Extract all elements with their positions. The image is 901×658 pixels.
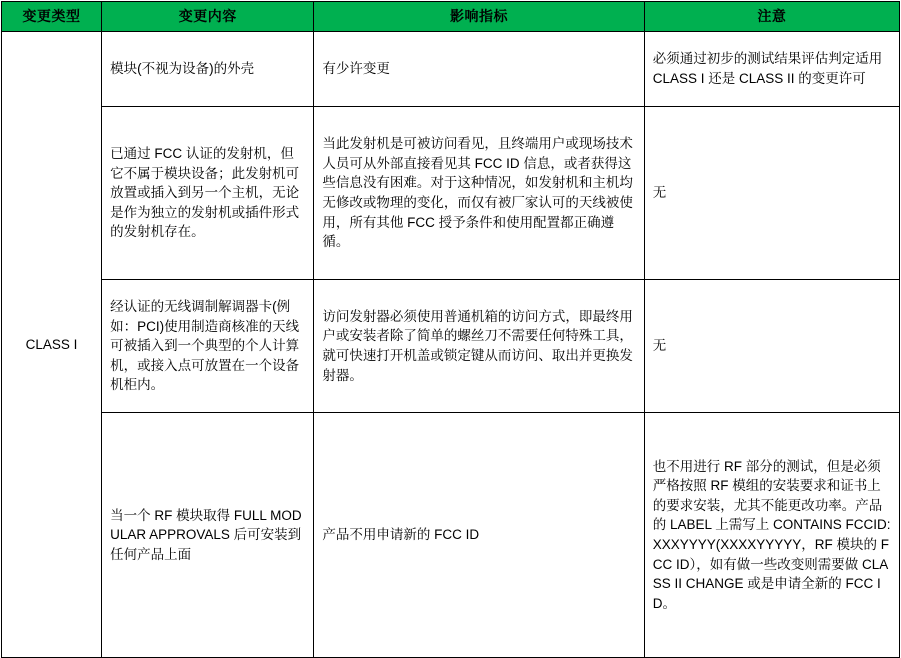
column-header-note: 注意: [644, 2, 899, 32]
column-header-change-content: 变更内容: [102, 2, 314, 32]
table-row: [2, 280, 900, 413]
cell-impact-1: 有少许变更: [314, 32, 644, 107]
cell-impact-2: 当此发射机是可被访问看见，且终端用户或现场技术人员可从外部直接看见其 FCC ID 信息，或者获得这些信息没有困难。对于这种情况，如发射机和主机均无修改或物理的变化，而仅有被厂家认可的天线被使用，所有其他 FCC 授予条件和使用配置都正确遵循。: [314, 107, 644, 280]
column-header-impact: 影响指标: [314, 2, 644, 32]
cell-impact-3: 访问发射器必须使用普通机箱的访问方式，即最终用户或安装者除了简单的螺丝刀不需要任何特殊工具，就可快速打开机盖或锁定键从而访问、取出并更换发射器。: [314, 280, 644, 413]
cell-note-2: 无: [644, 107, 899, 280]
cell-change-type-class-i: CLASS I: [2, 32, 102, 658]
table-sheet: [0, 1, 901, 614]
cell-impact-4: 产品不用申请新的 FCC ID: [314, 413, 644, 658]
cell-change-content-1: 模块(不视为设备)的外壳: [102, 32, 314, 107]
cell-note-4: 也不用进行 RF 部分的测试，但是必须严格按照 RF 模组的安装要求和证书上的要求安装，尤其不能更改功率。产品的 LABEL 上需写上 CONTAINS FCCID:XXXYYYY(XXXXYYYYY，RF 模块的 FCC ID），如有做一些改变则需要做 CLASS II CHANGE 或是申请全新的 FCC ID。: [644, 413, 899, 658]
table-row: [2, 413, 900, 658]
cell-change-content-2: 已通过 FCC 认证的发射机，但它不属于模块设备；此发射机可放置或插入到另一个主机，无论是作为独立的发射机或插件形式的发射机存在。: [102, 107, 314, 280]
cell-note-3: 无: [644, 280, 899, 413]
column-header-change-type: 变更类型: [2, 2, 102, 32]
cell-change-content-4: 当一个 RF 模块取得 FULL MODULAR APPROVALS 后可安装到任何产品上面: [102, 413, 314, 658]
table-row: [2, 32, 900, 107]
table-header-row: [2, 2, 900, 32]
table-row: [2, 107, 900, 280]
cell-change-content-3: 经认证的无线调制解调器卡(例如：PCI)使用制造商核准的天线可被插入到一个典型的个人计算机，或接入点可放置在一个设备机柜内。: [102, 280, 314, 413]
change-requirements-table: [1, 1, 900, 658]
cell-note-1: 必须通过初步的测试结果评估判定适用 CLASS I 还是 CLASS II 的变更许可: [644, 32, 899, 107]
